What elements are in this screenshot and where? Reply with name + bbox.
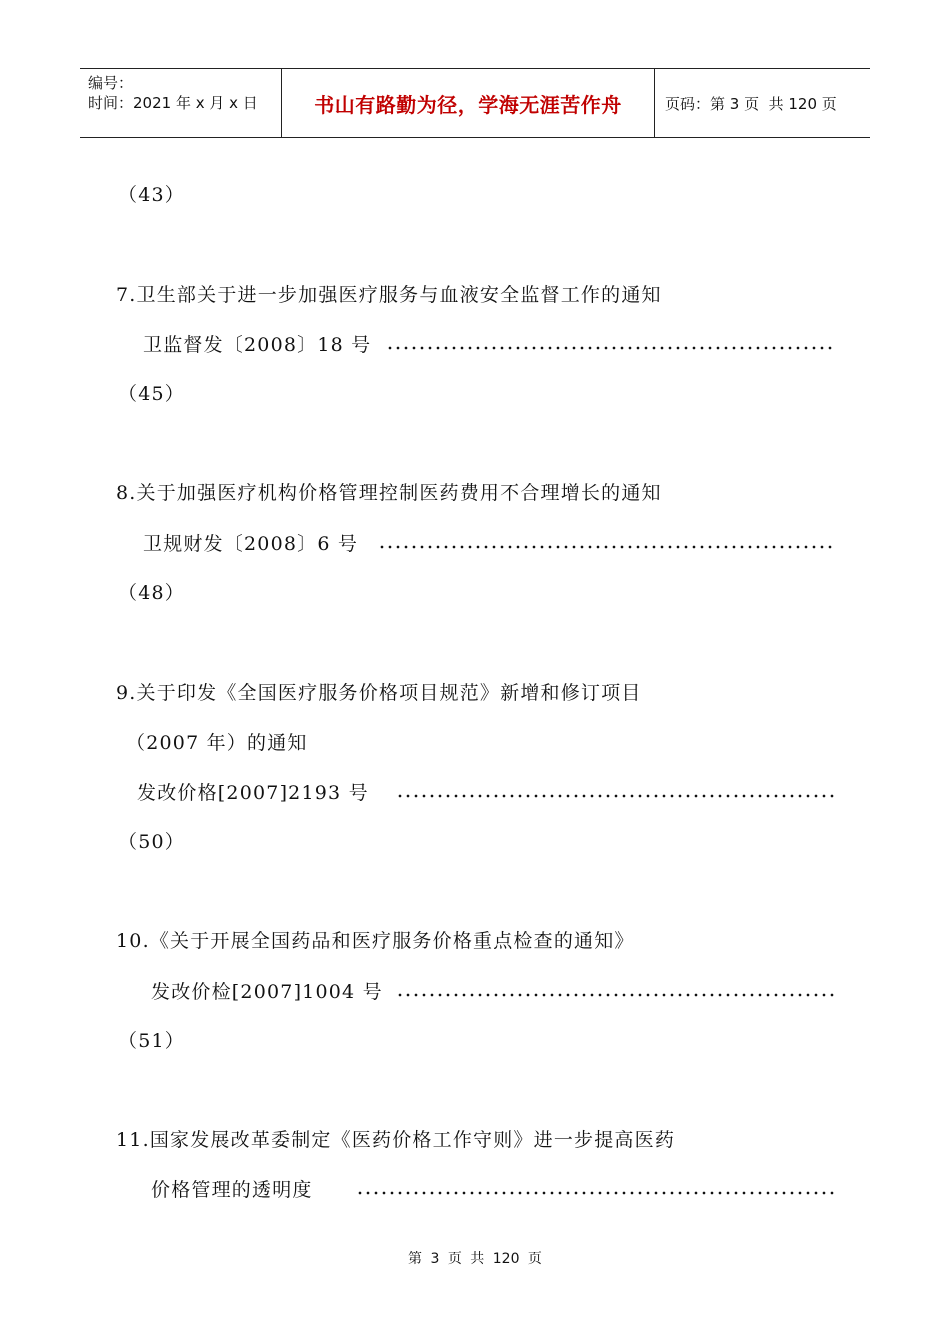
header-number-label: 编号： [88,74,134,92]
toc-leader-dots [396,792,836,800]
header-page-info: 页码：第 3 页 共 120 页 [665,94,837,113]
toc-entry-title: 11.国家发展改革委制定《医药价格工作守则》进一步提高医药 [116,1129,676,1151]
toc-page-number: （43） [118,184,185,206]
toc-entry-doc-number: 发改价检[2007]1004 号 [151,981,383,1003]
header-motto-cell [282,69,655,137]
toc-page-number: （45） [118,383,185,405]
header-page-cell [655,69,870,137]
toc-entry-title: 10.《关于开展全国药品和医疗服务价格重点检查的通知》 [116,930,635,952]
toc-entry-doc-number: 卫监督发〔2008〕18 号 [143,334,372,356]
toc-entry-title: 8.关于加强医疗机构价格管理控制医药费用不合理增长的通知 [116,482,662,504]
toc-entry-title: 9.关于印发《全国医疗服务价格项目规范》新增和修订项目 [116,682,642,704]
toc-page-number: （50） [118,831,185,853]
header-motto: 书山有路勤为径，学海无涯苦作舟 [314,92,622,117]
page-header [80,68,870,138]
header-meta [80,69,282,137]
toc-leader-dots [356,1189,836,1197]
toc-leader-dots [386,344,836,352]
page-footer: 第 3 页 共 120 页 [408,1251,542,1267]
toc-entry-title: 7.卫生部关于进一步加强医疗服务与血液安全监督工作的通知 [116,284,662,306]
toc-entry-doc-number: 发改价格[2007]2193 号 [137,782,369,804]
toc-page-number: （48） [118,582,185,604]
toc-leader-dots [396,991,836,999]
toc-entry-title-cont: （2007 年）的通知 [126,732,308,754]
toc-page-number: （51） [118,1030,185,1052]
toc-entry-doc-number: 卫规财发〔2008〕6 号 [143,533,359,555]
toc-leader-dots [378,543,836,551]
toc-entry-title-cont: 价格管理的透明度 [151,1179,313,1201]
header-date: 时间：2021 年 x 月 x 日 [88,94,258,112]
